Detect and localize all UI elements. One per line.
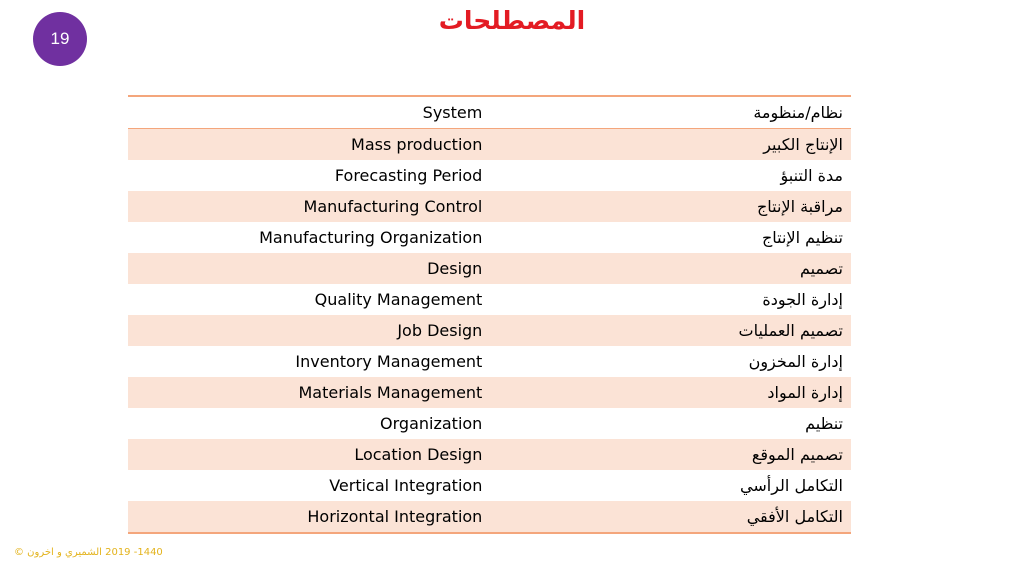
term-arabic: إدارة المخزون xyxy=(486,346,851,377)
term-english: Organization xyxy=(128,408,486,439)
terms-table-body xyxy=(128,96,851,533)
term-arabic: التكامل الرأسي xyxy=(486,470,851,501)
table-row xyxy=(128,222,851,253)
table-row xyxy=(128,253,851,284)
term-english: System xyxy=(128,96,486,129)
table-row xyxy=(128,346,851,377)
term-english: Mass production xyxy=(128,129,486,161)
slide-title: المصطلحات xyxy=(438,6,586,35)
term-english: Manufacturing Control xyxy=(128,191,486,222)
table-row xyxy=(128,315,851,346)
table-row xyxy=(128,284,851,315)
term-english: Vertical Integration xyxy=(128,470,486,501)
term-arabic: تنظيم xyxy=(486,408,851,439)
term-english: Quality Management xyxy=(128,284,486,315)
terms-table xyxy=(128,95,851,534)
table-row xyxy=(128,377,851,408)
table-row xyxy=(128,501,851,533)
table-row xyxy=(128,160,851,191)
term-arabic: تصميم العمليات xyxy=(486,315,851,346)
table-row xyxy=(128,96,851,129)
copyright-footer: 1440- 2019 الشميري و اخرون © xyxy=(14,547,163,558)
term-english: Location Design xyxy=(128,439,486,470)
table-row xyxy=(128,439,851,470)
term-english: Inventory Management xyxy=(128,346,486,377)
page-number-badge: 19 xyxy=(33,12,87,66)
term-arabic: التكامل الأفقي xyxy=(486,501,851,533)
term-english: Forecasting Period xyxy=(128,160,486,191)
term-arabic: تصميم الموقع xyxy=(486,439,851,470)
term-arabic: مراقبة الإنتاج xyxy=(486,191,851,222)
table-row xyxy=(128,191,851,222)
term-arabic: نظام/منظومة xyxy=(486,96,851,129)
term-arabic: مدة التنبؤ xyxy=(486,160,851,191)
term-english: Manufacturing Organization xyxy=(128,222,486,253)
table-row xyxy=(128,129,851,161)
term-arabic: إدارة المواد xyxy=(486,377,851,408)
table-row xyxy=(128,470,851,501)
term-arabic: الإنتاج الكبير xyxy=(486,129,851,161)
term-arabic: تصميم xyxy=(486,253,851,284)
term-english: Design xyxy=(128,253,486,284)
term-english: Horizontal Integration xyxy=(128,501,486,533)
term-arabic: إدارة الجودة xyxy=(486,284,851,315)
term-english: Materials Management xyxy=(128,377,486,408)
table-row xyxy=(128,408,851,439)
term-english: Job Design xyxy=(128,315,486,346)
term-arabic: تنظيم الإنتاج xyxy=(486,222,851,253)
